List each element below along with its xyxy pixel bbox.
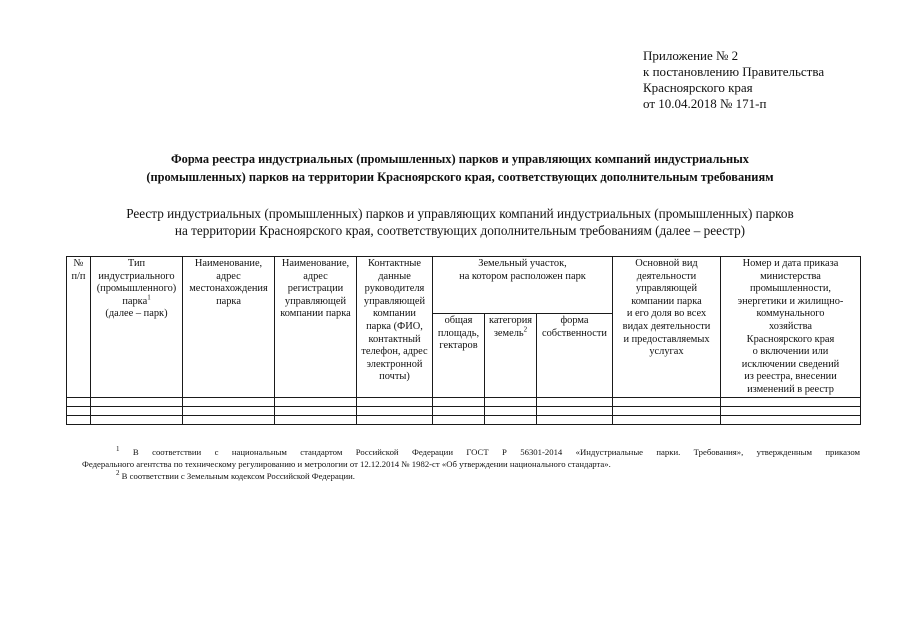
table-cell (537, 397, 613, 406)
header-order-line: из реестра, внесении (744, 371, 837, 383)
footnote-1-continuation (82, 458, 860, 470)
header-land-area-line: площадь, (437, 327, 480, 339)
table-row (67, 415, 861, 424)
header-land-group-line: на котором расположен парк (459, 270, 586, 282)
registry-title-line-2: на территории Красноярского края, соответствующих дополнительным требованиям (далее – реестр) (174, 223, 746, 238)
form-title-line-1: Форма реестра индустриальных (промышленных) парков и управляющих компаний индустриальных (171, 152, 749, 166)
header-contacts-line: почты) (379, 371, 410, 383)
header-contacts-line: управляющей (363, 295, 426, 307)
header-location-line: адрес (216, 270, 241, 282)
table-cell (485, 406, 537, 415)
header-park-type-line: Тип (127, 258, 146, 269)
header-order-line: Номер и дата приказа (742, 258, 839, 269)
header-number-line: № (73, 258, 84, 269)
header-park-type-line: индустриального (98, 270, 175, 282)
header-land-category-line (486, 325, 535, 341)
header-contacts-line: руководителя (364, 283, 425, 295)
header-contacts-line: парка (ФИО, (366, 320, 423, 332)
header-order-line: промышленности, (750, 283, 831, 295)
header-order-line: энергетики и жилищно- (737, 295, 844, 307)
form-title (40, 150, 880, 186)
header-order-line: Красноярского края (746, 333, 835, 345)
header-land-plot-group (433, 257, 613, 314)
header-contacts-line: Контактные (367, 258, 422, 269)
header-land-area-line: общая (444, 315, 473, 327)
footnotes (82, 446, 860, 482)
table-cell (275, 406, 357, 415)
header-park-type (91, 257, 183, 398)
table-cell (721, 406, 861, 415)
header-activity-line: управляющей (635, 283, 698, 295)
header-activity-line: видах деятельности (622, 320, 711, 332)
table-cell (67, 397, 91, 406)
registry-title-line-1: Реестр индустриальных (промышленных) парков и управляющих компаний индустриальных (промышленных) парков (126, 206, 794, 221)
table-row (67, 406, 861, 415)
registry-title (40, 205, 880, 239)
header-ministry-order (721, 257, 861, 398)
table-cell (91, 406, 183, 415)
table-cell (721, 397, 861, 406)
header-park-type-line: (промышленного) (96, 283, 177, 295)
header-land-category-word: земель (493, 327, 524, 339)
footnote-1-line (82, 446, 860, 458)
table-row (67, 397, 861, 406)
header-land-group-line: Земельный участок, (478, 258, 567, 269)
header-order-line: исключении сведений (741, 358, 840, 370)
header-main-activity (613, 257, 721, 398)
header-land-category (485, 314, 537, 397)
table-cell (275, 397, 357, 406)
table-cell (485, 415, 537, 424)
table-cell (67, 406, 91, 415)
table-cell (485, 397, 537, 406)
header-company-line: регистрации (287, 283, 344, 295)
footnote-ref-1: 1 (147, 293, 151, 302)
footnote-1 (82, 446, 860, 458)
footnote-2-text: В соответствии с Земельным кодексом Российской Федерации. (121, 471, 355, 481)
footnote-ref-2: 2 (523, 325, 528, 334)
table-cell (721, 415, 861, 424)
header-contacts (357, 257, 433, 398)
footnote-1-mark: 1 (116, 445, 120, 454)
table-cell (613, 415, 721, 424)
table-cell (183, 415, 275, 424)
header-contacts-line: данные (378, 270, 411, 282)
header-park-type-line (92, 293, 181, 309)
header-land-area-line: гектаров (439, 340, 478, 352)
header-order-line: о включении или (752, 346, 829, 358)
header-land-area (433, 314, 485, 397)
header-park-location (183, 257, 275, 398)
header-activity-line: и его доля во всех (626, 308, 707, 320)
table-cell (433, 406, 485, 415)
header-activity-line: и предоставляемых (623, 333, 710, 345)
table-cell (67, 415, 91, 424)
appendix-header (643, 48, 824, 112)
header-company-line: адрес (303, 270, 328, 282)
header-company-line: Наименование, (281, 258, 350, 269)
header-contacts-line: компании (373, 308, 416, 320)
header-company-line: компании парка (280, 308, 351, 320)
table-cell (613, 397, 721, 406)
header-land-ownership (537, 314, 613, 397)
header-order-line: хозяйства (769, 320, 812, 332)
footnote-2 (82, 470, 860, 482)
header-land-ownership-line: форма (560, 315, 589, 327)
header-number-line: п/п (71, 270, 86, 282)
table-cell (357, 406, 433, 415)
header-company-line: управляющей (284, 295, 347, 307)
footnote-2-mark: 2 (116, 469, 120, 478)
table-cell (537, 406, 613, 415)
form-title-line-2: (промышленных) парков на территории Красноярского края, соответствующих дополнительным требованиям (146, 170, 774, 184)
header-activity-line: деятельности (636, 270, 697, 282)
table-cell (433, 415, 485, 424)
table-cell (183, 406, 275, 415)
header-land-category-line: категория (488, 315, 533, 327)
footnote-1-line-2: Федерального агентства по техническому регулированию и метрологии от 12.12.2014 № 1982-ст «Об утверждении национального стандарта». (82, 459, 611, 469)
header-location-line: местонахождения (189, 283, 268, 295)
table-cell (91, 415, 183, 424)
header-contacts-line: электронной (366, 358, 423, 370)
table-cell (613, 406, 721, 415)
header-location-line: парка (216, 295, 241, 307)
appendix-line-3: Красноярского края (643, 80, 753, 95)
footnote-1-text: В соответствии с национальным стандартом Российской Федерации ГОСТ Р 56301-2014 «Индустриальные парки. Требования», утвержденным приказом (132, 447, 861, 457)
header-activity-line: услугах (649, 346, 684, 358)
header-activity-line: Основной вид (635, 258, 698, 269)
header-location-line: Наименование, (194, 258, 263, 269)
table-cell (357, 415, 433, 424)
header-order-line: коммунального (756, 308, 825, 320)
header-activity-line: компании парка (631, 295, 702, 307)
appendix-line-2: к постановлению Правительства (643, 64, 825, 79)
appendix-line-4: от 10.04.2018 № 171-п (643, 96, 767, 111)
table-cell (357, 397, 433, 406)
table-cell (433, 397, 485, 406)
header-park-type-word: парка (122, 295, 148, 307)
header-park-type-line: (далее – парк) (105, 308, 168, 320)
header-order-line: министерства (760, 270, 821, 282)
header-contacts-line: контактный (368, 333, 421, 345)
header-contacts-line: телефон, адрес (361, 346, 428, 358)
header-land-ownership-line: собственности (542, 327, 607, 339)
header-number (67, 257, 91, 398)
table-cell (91, 397, 183, 406)
header-company-registration (275, 257, 357, 398)
appendix-line-1: Приложение № 2 (643, 48, 739, 63)
registry-table (66, 256, 861, 425)
table-cell (537, 415, 613, 424)
header-order-line: изменений в реестр (747, 383, 834, 395)
table-cell (183, 397, 275, 406)
table-cell (275, 415, 357, 424)
